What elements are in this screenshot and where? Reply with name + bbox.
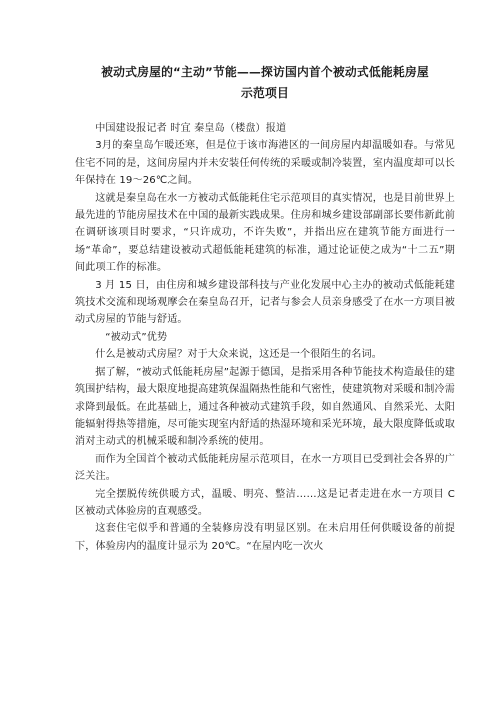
paragraph: 据了解，“被动式低能耗房屋”起源于德国，是指采用各种节能技术构造最佳的建筑围护结构，最大限度地提高建筑保温隔热性能和气密性，使建筑物对采暖和制冷需求降到最低。在此基础上，通过各种被动式建筑手段，如自然通风、自然采光、太阳能辐射得热等措施，尽可能实现室内舒适的热湿环境和采光环境，最大限度降低或取消对主动式的机械采暖和制冷系统的使用。 (75, 366, 455, 448)
paragraph: 而作为全国首个被动式低能耗房屋示范项目，在水一方项目已受到社会各界的广泛关注。 (75, 453, 455, 483)
document-title (73, 62, 457, 104)
title-line-1: 被动式房屋的“主动”节能——探访国内首个被动式低能耗房屋 (101, 65, 429, 79)
article-body (75, 120, 455, 555)
byline: 中国建设报记者 时宜 秦皇岛（楼盘）报道 (95, 123, 287, 134)
paragraph: 3月的秦皇岛乍暖还寒，但是位于该市海港区的一间房屋内却温暖如春。与常见住宅不同的是，这间房屋内并未安装任何传统的采暖或制冷装置，室内温度却可以长年保持在 19～26℃之间。 (75, 140, 455, 187)
paragraph: 什么是被动式房屋？对于大众来说，这还是一个很陌生的名词。 (95, 349, 383, 361)
paragraph: 这套住宅似乎和普通的全装修房没有明显区别。在未启用任何供暖设备的前提下，体验房内的温度计显示为 20℃。“在屋内吃一次火 (75, 523, 455, 552)
paragraph: 这就是秦皇岛在水一方被动式低能耗住宅示范项目的真实情况，也是目前世界上最先进的节能房屋技术在中国的最新实践成果。住房和城乡建设部副部长要伟新此前在调研该项目时要求，“只许成功，不许失败”，并指出应在建筑节能方面进行一场“革命”，要总结建设被动式超低能耗建筑的标准，通过论证使之成为“十二五”期间此项工作的标准。 (75, 192, 455, 274)
section-heading: “被动式”优势 (105, 331, 168, 343)
paragraph: 完全摆脱传统供暖方式，温暖、明亮、整洁……这是记者走进在水一方项目 C 区被动式体验房的直观感受。 (75, 488, 455, 517)
paragraph: 3 月 15 日，由住房和城乡建设部科技与产业化发展中心主办的被动式低能耗建筑技术交流和现场观摩会在秦皇岛召开，记者与参会人员亲身感受了在水一方项目被动式房屋的节能与舒适。 (75, 279, 455, 326)
title-line-2: 示范项目 (241, 86, 289, 100)
